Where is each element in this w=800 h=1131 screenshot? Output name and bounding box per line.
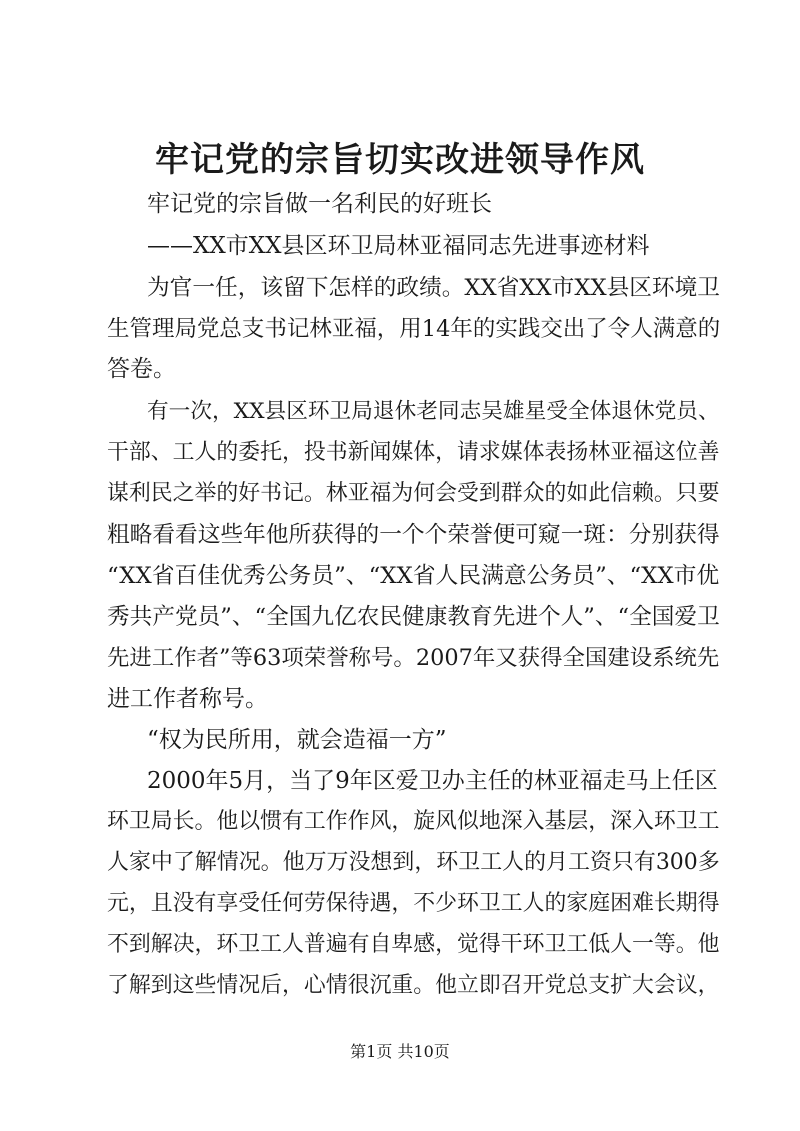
page-indicator: 第1页 共10页 [350, 1042, 450, 1061]
body-line: 为官一任，该留下怎样的政绩。XX省XX市XX县区环境卫 [147, 275, 720, 301]
body-line: 元，且没有享受任何劳保待遇，不少环卫工人的家庭困难长期得 [107, 891, 720, 916]
body-line: 生管理局党总支书记林亚福，用14年的实践交出了令人满意的 [107, 316, 721, 342]
subtitle: 牢记党的宗旨做一名利民的好班长 [147, 191, 492, 217]
body-line: 了解到这些情况后，心情很沉重。他立即召开党总支扩大会议， [107, 973, 720, 998]
body-line: 谋利民之举的好书记。林亚福为何会受到群众的如此信赖。只要 [107, 481, 720, 506]
document-title: 牢记党的宗旨切实改进领导作风 [155, 140, 645, 180]
body-line: 答卷。 [107, 356, 176, 382]
body-line: 粗略看看这些年他所获得的一个个荣誉便可窥一斑：分别获得 [107, 522, 720, 548]
section-heading: “权为民所用，就会造福一方” [147, 727, 447, 753]
body-line: 人家中了解情况。他万万没想到，环卫工人的月工资只有300多 [107, 850, 720, 875]
body-line: 环卫局长。他以惯有工作作风，旋风似地深入基层，深入环卫工 [107, 809, 720, 834]
body-line: “XX省百佳优秀公务员”、“XX省人民满意公务员”、“XX市优 [107, 563, 720, 589]
body-line: 干部、工人的委托，投书新闻媒体，请求媒体表扬林亚福这位善 [107, 440, 720, 465]
body-line: 有一次，XX县区环卫局退休老同志吴雄星受全体退休党员、 [147, 399, 720, 424]
body-line: 不到解决，环卫工人普遍有自卑感，觉得干环卫工低人一等。他 [107, 932, 720, 957]
body-line: 2000年5月，当了9年区爱卫办主任的林亚福走马上任区 [147, 768, 718, 794]
subtitle-source: ——XX市XX县区环卫局林亚福同志先进事迹材料 [147, 233, 650, 259]
body-line: 进工作者称号。 [107, 686, 268, 712]
body-line: 秀共产党员”、“全国九亿农民健康教育先进个人”、“全国爱卫 [107, 604, 720, 630]
body-line: 先进工作者”等63项荣誉称号。2007年又获得全国建设系统先 [107, 645, 720, 671]
